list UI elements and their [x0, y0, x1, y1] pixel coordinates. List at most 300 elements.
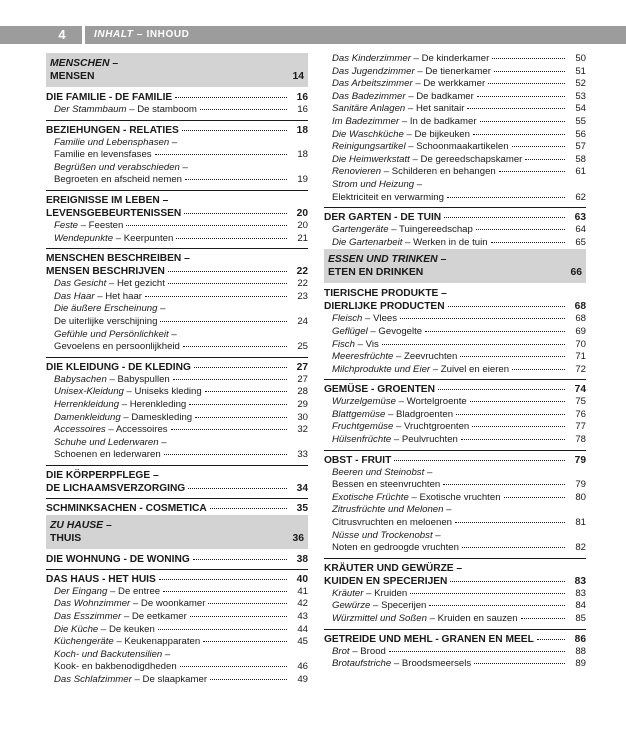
entry-text — [332, 530, 441, 543]
entry-title-de: Das Wohnzimmer — [54, 598, 131, 610]
entry-text — [332, 479, 440, 492]
toc-entry[interactable] — [324, 658, 586, 671]
toc-entry[interactable] — [46, 674, 308, 687]
toc-entry[interactable] — [46, 437, 308, 450]
entry-page-number: 54 — [575, 103, 586, 115]
toc-entry[interactable] — [46, 649, 308, 662]
chapter-page-number: 14 — [292, 71, 304, 82]
entry-text — [54, 386, 202, 399]
entry-title-de: Kräuter — [332, 587, 364, 599]
entry-text — [332, 467, 432, 480]
toc-entry[interactable] — [46, 661, 308, 674]
leader-dots — [491, 242, 565, 243]
entry-text — [332, 542, 459, 555]
entry-title-de: Die Küche — [54, 623, 99, 635]
entry-text — [332, 588, 407, 601]
header-divider — [82, 26, 85, 44]
entry-text — [332, 141, 509, 154]
entry-separator: – — [119, 398, 130, 410]
page-title-sep: – — [133, 29, 147, 40]
toc-entry[interactable] — [324, 224, 586, 237]
leader-dots — [180, 666, 287, 667]
entry-page-number: 65 — [575, 236, 586, 248]
toc-entry[interactable] — [46, 162, 308, 175]
entry-page-number: 42 — [297, 598, 308, 610]
toc-entry[interactable] — [324, 179, 586, 192]
entry-separator: – — [370, 600, 382, 612]
toc-entry[interactable] — [324, 53, 586, 66]
entry-title-nl: Brood — [360, 645, 386, 657]
leader-dots — [203, 641, 287, 642]
entry-title-nl: Bessen en steenvruchten — [332, 479, 441, 491]
entry-title-nl: In de badkamer — [409, 115, 477, 127]
entry-page-number: 53 — [575, 90, 586, 102]
entry-text — [54, 341, 180, 354]
entry-separator: – — [391, 434, 402, 446]
toc-entry[interactable] — [46, 611, 308, 624]
leader-dots — [195, 417, 287, 418]
toc-entry[interactable] — [324, 154, 586, 167]
section-page-number: 79 — [574, 454, 586, 466]
toc-entry[interactable] — [46, 278, 308, 291]
toc-entry[interactable] — [46, 291, 308, 304]
leader-dots — [429, 605, 565, 606]
section-heading[interactable] — [46, 91, 308, 104]
entry-separator: – — [121, 611, 132, 623]
entry-text — [54, 424, 168, 437]
toc-section — [46, 569, 308, 687]
section-heading-text: DIE FAMILIE - DE FAMILIE — [46, 92, 173, 103]
entry-text — [54, 137, 177, 150]
entry-page-number: 24 — [297, 315, 308, 327]
entry-title-de: Meeresfrüchte — [332, 351, 394, 363]
toc-entry[interactable] — [46, 624, 308, 637]
entry-separator: – — [126, 104, 138, 115]
entry-title-nl: Gevogelte — [378, 325, 423, 337]
toc-entry[interactable] — [46, 412, 308, 425]
leader-dots — [473, 134, 565, 135]
section-heading[interactable] — [46, 502, 308, 515]
section-page-number: 86 — [574, 633, 586, 645]
entry-page-number: 44 — [297, 623, 308, 635]
toc-entry[interactable] — [324, 66, 586, 79]
entry-title-nl: De woonkamer — [140, 598, 206, 610]
leader-dots — [467, 108, 565, 109]
entry-title-nl: Vlees — [373, 313, 398, 325]
entry-text — [332, 409, 453, 422]
leader-dots — [171, 429, 287, 430]
toc-section — [324, 450, 586, 555]
toc-section — [324, 629, 586, 671]
entry-separator: – — [363, 587, 375, 599]
toc-entry[interactable] — [46, 598, 308, 611]
entry-page-number: 16 — [297, 104, 308, 115]
entry-page-number: 77 — [575, 421, 586, 433]
leader-dots — [210, 679, 287, 680]
entry-title-de: Sanitäre Anlagen — [332, 103, 406, 115]
entry-text — [332, 421, 469, 434]
toc-section — [324, 287, 586, 376]
entry-separator: – — [395, 396, 407, 408]
toc-section — [46, 465, 308, 495]
entry-text — [54, 104, 197, 117]
entry-text — [332, 166, 496, 179]
toc-entry[interactable] — [46, 316, 308, 329]
entry-title-de: Die Gartenarbeit — [332, 236, 403, 248]
entry-title-nl: Kook- en bakbenodigdheden — [54, 661, 177, 673]
toc-entry[interactable] — [324, 492, 586, 505]
toc-section — [46, 120, 308, 187]
leader-dots — [183, 346, 287, 347]
chapter-title-nl: MENSEN — [50, 71, 95, 82]
toc-entry[interactable] — [46, 303, 308, 316]
entry-text — [332, 237, 488, 250]
entry-title-nl: Specerijen — [381, 600, 427, 612]
toc-entry[interactable] — [46, 399, 308, 412]
entry-title-de: Milchprodukte und Eier — [332, 363, 431, 375]
chapter-title-nl: ETEN EN DRINKEN — [328, 267, 424, 279]
leader-dots — [477, 96, 565, 97]
entry-title-nl: Gevoelens en persoonlijkheid — [54, 341, 180, 353]
entry-page-number: 56 — [575, 128, 586, 140]
leader-dots — [182, 130, 287, 131]
chapter-title-de: ESSEN UND TRINKEN – — [328, 254, 447, 266]
leader-dots — [447, 197, 565, 198]
entry-separator: – — [105, 424, 116, 436]
entry-page-number: 79 — [575, 479, 586, 491]
section-page-number: 34 — [296, 482, 308, 494]
leader-dots — [448, 306, 565, 307]
section-heading-nl: LEVENSGEBEURTENISSEN — [46, 207, 182, 219]
toc-entry[interactable] — [324, 421, 586, 434]
section-heading[interactable] — [324, 633, 586, 646]
toc-entry[interactable] — [46, 636, 308, 649]
toc-entry[interactable] — [46, 449, 308, 462]
entry-title-nl: Het haar — [105, 290, 142, 302]
toc-section — [324, 558, 586, 626]
entry-separator: – — [426, 613, 438, 624]
section-heading-de-line — [46, 252, 308, 265]
toc-entry[interactable] — [46, 341, 308, 354]
toc-entry[interactable] — [46, 424, 308, 437]
leader-dots — [188, 488, 287, 489]
section-heading-nl-line[interactable] — [46, 482, 308, 495]
section-heading-text: BEZIEHUNGEN - RELATIES — [46, 124, 179, 136]
entry-text — [54, 437, 167, 450]
toc-entry[interactable] — [324, 613, 586, 626]
entry-text — [54, 233, 173, 246]
entry-title-de: Das Gesicht — [54, 278, 107, 290]
leader-dots — [200, 109, 287, 110]
leader-dots — [499, 171, 565, 172]
entry-title-nl: Broodsmeersels — [401, 658, 472, 670]
section-page-number: 16 — [296, 92, 308, 103]
entry-separator: – — [113, 232, 124, 244]
entry-title-de: Im Badezimmer — [332, 115, 400, 127]
entry-page-number: 70 — [575, 338, 586, 350]
leader-dots — [173, 379, 287, 380]
leader-dots — [410, 593, 565, 594]
section-page-number: 35 — [296, 502, 308, 514]
toc-entry[interactable] — [46, 233, 308, 246]
entry-separator: – — [405, 141, 417, 153]
entry-title-de: Schuhe und Lederwaren – — [54, 436, 167, 448]
leader-dots — [444, 217, 565, 218]
toc-entry[interactable] — [324, 600, 586, 613]
entry-page-number: 49 — [297, 674, 308, 686]
entry-title-de: Wendepunkte — [54, 232, 114, 244]
entry-title-nl: Zuivel en eieren — [440, 363, 510, 375]
entry-title-de: Unisex-Kleidung — [54, 386, 124, 398]
entry-title-de: Das Esszimmer — [54, 611, 122, 623]
leader-dots — [461, 439, 565, 440]
section-heading-de-line — [46, 194, 308, 207]
entry-page-number: 19 — [297, 174, 308, 186]
entry-title-nl: Uniseks kleding — [134, 386, 202, 398]
entry-separator: – — [367, 325, 379, 337]
toc-entry[interactable] — [324, 409, 586, 422]
entry-text — [332, 396, 467, 409]
entry-title-nl: Citrusvruchten en meloenen — [332, 517, 452, 529]
toc-section — [46, 91, 308, 117]
toc-entry[interactable] — [324, 78, 586, 91]
entry-text — [54, 598, 205, 611]
page-number: 4 — [58, 27, 66, 42]
entry-title-nl: De slaapkamer — [142, 674, 208, 686]
entry-title-nl: Familie en levensfases — [54, 149, 152, 161]
entry-title-de: Familie und Lebensphasen – — [54, 136, 178, 148]
section-heading-nl-line[interactable] — [46, 207, 308, 220]
toc-section — [46, 498, 308, 515]
entry-title-de: Beeren und Steinobst – — [332, 466, 433, 478]
section-heading[interactable] — [324, 211, 586, 224]
toc-entry[interactable] — [324, 588, 586, 601]
entry-text — [332, 517, 452, 530]
entry-text — [332, 504, 451, 517]
chapter-title-de-line — [50, 519, 304, 532]
toc-entry[interactable] — [324, 91, 586, 104]
entry-separator: – — [408, 491, 420, 503]
leader-dots — [185, 179, 287, 180]
entry-separator: – — [107, 585, 119, 597]
entry-title-de: Das Badezimmer — [332, 90, 406, 102]
toc-entry[interactable] — [324, 504, 586, 517]
section-heading[interactable] — [46, 573, 308, 586]
entry-separator: – — [106, 278, 117, 290]
toc-entry[interactable] — [46, 386, 308, 399]
entry-title-nl: Het sanitair — [415, 103, 465, 115]
section-heading[interactable] — [324, 454, 586, 467]
chapter-title-nl-line — [50, 532, 304, 545]
section-heading[interactable] — [324, 383, 586, 396]
toc-entry[interactable] — [46, 220, 308, 233]
toc-entry[interactable] — [324, 141, 586, 154]
section-page-number: 20 — [296, 207, 308, 219]
entry-title-de: Fleisch — [332, 313, 363, 325]
entry-text — [54, 449, 161, 462]
toc-entry[interactable] — [46, 137, 308, 150]
entry-title-nl: De tienerkamer — [425, 65, 491, 77]
leader-dots — [460, 356, 565, 357]
entry-title-nl: Vruchtgroenten — [404, 421, 470, 433]
section-page-number: 18 — [296, 124, 308, 136]
entry-title-de: Der Eingang — [54, 585, 108, 597]
toc-entry[interactable] — [46, 104, 308, 117]
entry-page-number: 30 — [297, 411, 308, 423]
entry-separator: – — [403, 128, 415, 140]
entry-text — [54, 374, 170, 387]
toc-entry[interactable] — [324, 313, 586, 326]
entry-title-nl: Babyspullen — [117, 373, 170, 385]
entry-title-nl: De entree — [118, 585, 161, 597]
entry-title-nl: De stamboom — [137, 104, 197, 115]
chapter-heading — [46, 515, 308, 549]
leader-dots — [155, 154, 287, 155]
leader-dots — [456, 414, 565, 415]
entry-page-number: 27 — [297, 373, 308, 385]
leader-dots — [443, 484, 565, 485]
toc-column-left — [46, 53, 308, 687]
section-heading-text: SCHMINKSACHEN - COSMETICA — [46, 502, 207, 514]
toc-entry[interactable] — [324, 326, 586, 339]
entry-title-nl: Schoenen en lederwaren — [54, 449, 161, 461]
toc-entry[interactable] — [46, 586, 308, 599]
entry-separator: – — [405, 90, 417, 102]
toc-entry[interactable] — [324, 479, 586, 492]
section-heading-nl-line[interactable] — [46, 265, 308, 278]
entry-title-nl: Het gezicht — [116, 278, 165, 290]
entry-page-number: 58 — [575, 153, 586, 165]
entry-title-nl: De badkamer — [416, 90, 474, 102]
entry-text — [54, 149, 152, 162]
entry-separator: – — [130, 598, 141, 610]
toc-entry[interactable] — [46, 329, 308, 342]
entry-page-number: 51 — [575, 65, 586, 77]
entry-text — [332, 351, 457, 364]
toc-entry[interactable] — [324, 434, 586, 447]
entry-title-de: Brotaufstriche — [332, 658, 392, 670]
page-title-nl: INHOUD — [146, 29, 190, 40]
section-page-number: 40 — [296, 573, 308, 585]
entry-title-de: Das Schlafzimmer — [54, 674, 132, 686]
entry-page-number: 76 — [575, 408, 586, 420]
entry-separator: – — [123, 386, 135, 398]
toc-entry[interactable] — [324, 351, 586, 364]
entry-title-de: Zitrusfrüchte und Melonen – — [332, 504, 452, 516]
toc-entry[interactable] — [324, 396, 586, 409]
toc-entry[interactable] — [324, 103, 586, 116]
toc-entry[interactable] — [324, 339, 586, 352]
entry-text — [54, 303, 165, 316]
toc-entry[interactable] — [46, 374, 308, 387]
entry-page-number: 69 — [575, 325, 586, 337]
toc-entry[interactable] — [324, 192, 586, 205]
entry-title-de: Begrüßen und verabschieden – — [54, 161, 188, 173]
page-title — [94, 26, 190, 44]
entry-page-number: 52 — [575, 78, 586, 90]
entry-separator: – — [409, 153, 421, 165]
leader-dots — [480, 121, 565, 122]
entry-separator: – — [414, 65, 426, 77]
leader-dots — [164, 454, 287, 455]
entry-title-de: Das Arbeitszimmer — [332, 78, 413, 90]
section-heading-nl-line[interactable] — [324, 300, 586, 313]
leader-dots — [455, 522, 565, 523]
toc-entry[interactable] — [324, 166, 586, 179]
toc-entry[interactable] — [46, 174, 308, 187]
toc-entry[interactable] — [324, 517, 586, 530]
toc-entry[interactable] — [324, 467, 586, 480]
leader-dots — [389, 651, 565, 652]
leader-dots — [394, 460, 565, 461]
leader-dots — [168, 283, 287, 284]
entry-title-nl: De keuken — [108, 623, 155, 635]
leader-dots — [190, 616, 287, 617]
leader-dots — [189, 404, 287, 405]
entry-page-number: 75 — [575, 396, 586, 408]
section-heading[interactable] — [46, 124, 308, 137]
toc-entry[interactable] — [324, 530, 586, 543]
toc-entry[interactable] — [324, 116, 586, 129]
leader-dots — [512, 146, 565, 147]
leader-dots — [425, 331, 565, 332]
chapter-title-de-line — [50, 57, 304, 70]
entry-text — [332, 179, 422, 192]
chapter-title-nl-line — [50, 70, 304, 83]
toc-entry[interactable] — [324, 237, 586, 250]
section-heading-nl-line[interactable] — [324, 575, 586, 588]
section-heading-text: GETREIDE UND MEHL - GRANEN EN MEEL — [324, 633, 534, 645]
entry-title-de: Blattgemüse — [332, 408, 386, 420]
chapter-title-nl-line — [328, 266, 582, 279]
toc-entry[interactable] — [46, 149, 308, 162]
entry-title-de: Fisch — [332, 338, 355, 350]
entry-title-de: Die Waschküche — [332, 128, 404, 140]
toc-entry[interactable] — [324, 646, 586, 659]
section-heading-de: KRÄUTER UND GEWÜRZE – — [324, 562, 463, 574]
entry-text — [332, 154, 522, 167]
entry-title-nl: Wortelgroente — [406, 396, 467, 408]
toc-section — [46, 190, 308, 245]
leader-dots — [504, 497, 565, 498]
leader-dots — [450, 581, 565, 582]
section-heading-nl: KUIDEN EN SPECERIJEN — [324, 575, 448, 587]
entry-title-de: Accessoires — [54, 424, 106, 436]
toc-entry[interactable] — [324, 364, 586, 377]
entry-text — [54, 674, 207, 687]
entry-title-de: Damenkleidung — [54, 411, 121, 423]
entry-title-nl: Tuingereedschap — [399, 224, 473, 236]
entry-title-nl: Kruiden en sauzen — [437, 613, 518, 624]
toc-entry[interactable] — [324, 542, 586, 555]
entry-text — [332, 224, 473, 237]
entry-page-number: 78 — [575, 434, 586, 446]
entry-page-number: 84 — [575, 600, 586, 612]
entry-separator: – — [430, 363, 441, 375]
entry-title-de: Strom und Heizung – — [332, 178, 423, 190]
entry-page-number: 62 — [575, 191, 586, 203]
entry-text — [332, 339, 379, 352]
toc-entry[interactable] — [324, 129, 586, 142]
entry-separator: – — [113, 636, 125, 648]
leader-dots — [175, 97, 287, 98]
section-heading[interactable] — [46, 361, 308, 374]
entry-text — [54, 329, 177, 342]
section-heading-de: MENSCHEN BESCHREIBEN – — [46, 253, 190, 265]
entry-title-de: Das Kinderzimmer — [332, 53, 411, 64]
section-heading[interactable] — [46, 553, 308, 566]
entry-title-de: Das Haar — [54, 290, 95, 302]
